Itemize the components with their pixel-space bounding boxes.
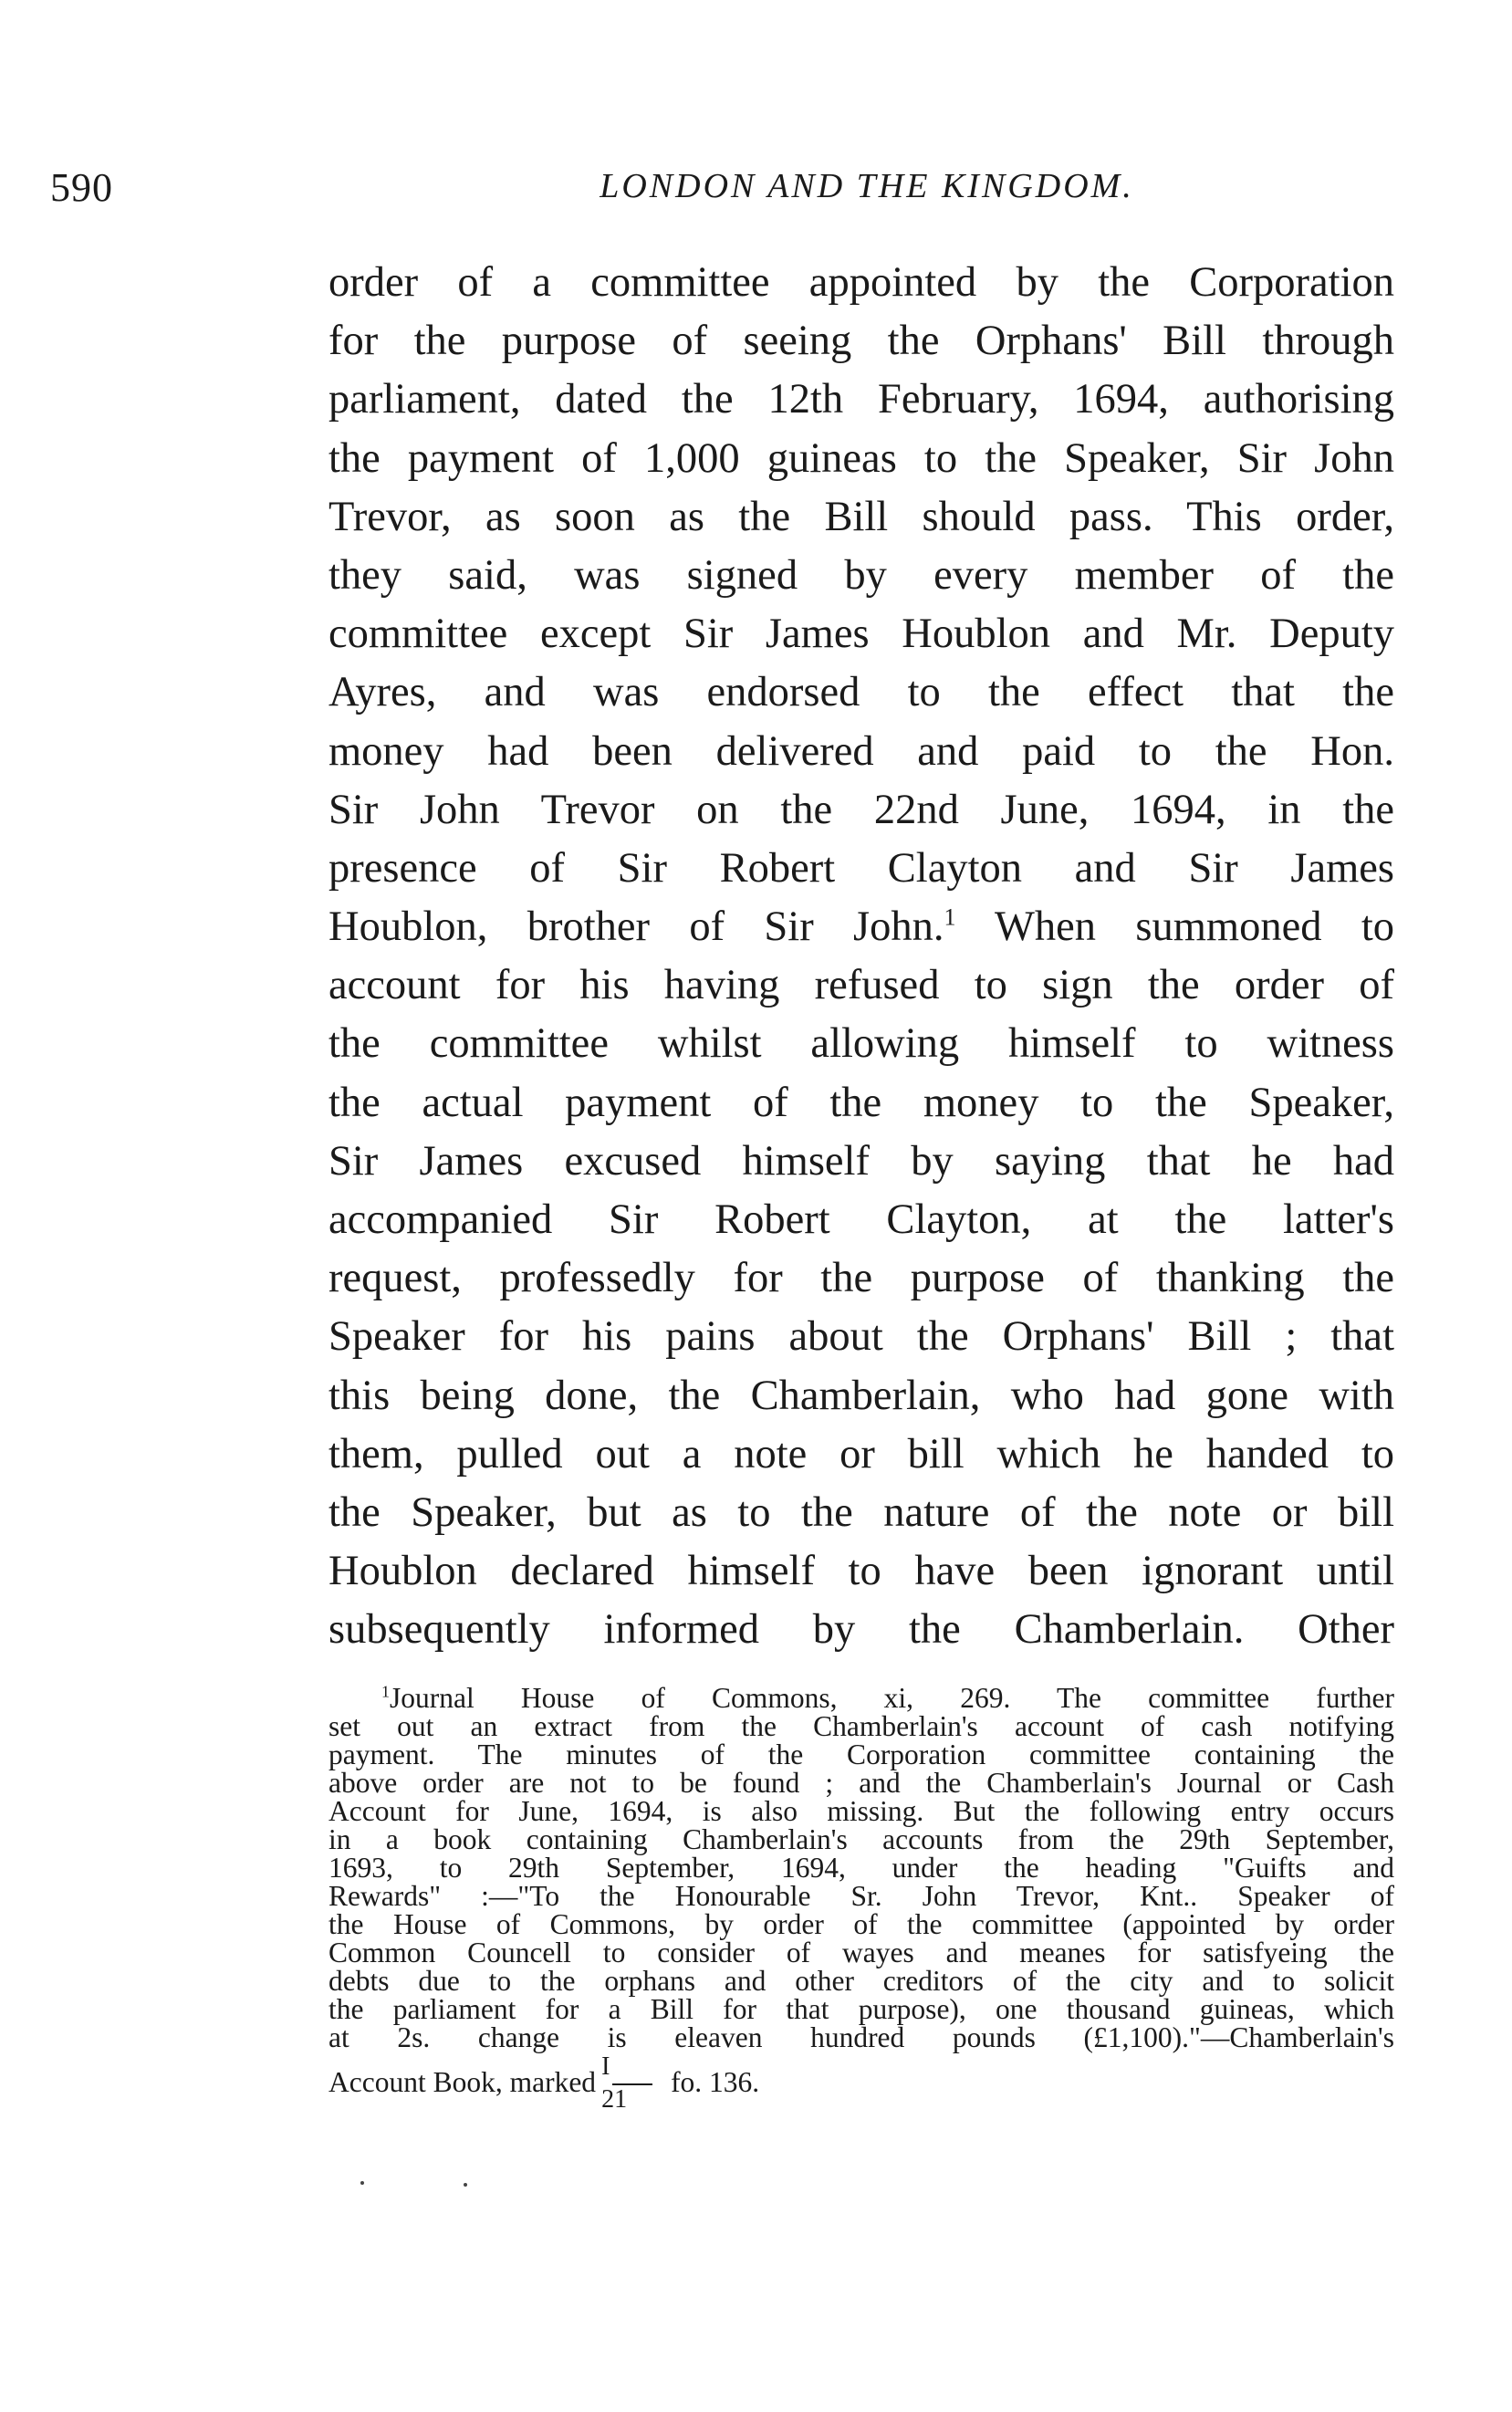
body-line: for the purpose of seeing the Orphans' Bill through (328, 318, 1394, 365)
footnote-line: above order are not to be found ; and the Chamberlain's Journal or Cash (328, 1767, 1394, 1799)
footnote-line: in a book containing Chamberlain's accounts from the 29th September, (328, 1823, 1394, 1855)
footnote-final-line (328, 2052, 1394, 2114)
page-number: 590 (50, 165, 113, 210)
footnote-final-prefix: Account Book, marked (328, 2066, 597, 2098)
body-line: committee except Sir James Houblon and Mr. Deputy (328, 611, 1394, 658)
body-line: money had been delivered and paid to the Hon. (328, 727, 1394, 775)
body-line: request, professedly for the purpose of thanking the (328, 1255, 1394, 1302)
body-line: this being done, the Chamberlain, who had gone with (328, 1372, 1394, 1419)
body-line: they said, was signed by every member of the (328, 551, 1394, 599)
footnote-line: payment. The minutes of the Corporation committee containing the (328, 1739, 1394, 1770)
body-line: Sir John Trevor on the 22nd June, 1694, in the (328, 786, 1394, 833)
footnote-marker: 1 (381, 1682, 390, 1701)
footnote-final-suffix: fo. 136. (671, 2066, 760, 2098)
body-line: the actual payment of the money to the Speaker, (328, 1079, 1394, 1126)
footnote-line: the House of Commons, by order of the committee (appointed by order (328, 1908, 1394, 1940)
footnote-line: at 2s. change is eleaven hundred pounds (£1,100)."—Chamberlain's (328, 2021, 1394, 2053)
footnote-line: Rewards" :—"To the Honourable Sr. John Trevor, Knt.. Speaker of (328, 1880, 1394, 1912)
body-line: accompanied Sir Robert Clayton, at the latter's (328, 1196, 1394, 1243)
fraction-denominator: 21 (601, 2084, 628, 2114)
body-text (328, 254, 1394, 1660)
footnote-line (328, 1684, 1394, 1712)
body-line: subsequently informed by the Chamberlain. Other (328, 1606, 1394, 1654)
body-line: the committee whilst allowing himself to witness (328, 1020, 1394, 1068)
body-line-text: Houblon, brother of Sir John. (328, 903, 944, 951)
body-line-with-footnote (328, 898, 1394, 956)
body-line: Trevor, as soon as the Bill should pass. This order, (328, 493, 1394, 540)
print-speck (464, 2183, 467, 2187)
footnote-line-text: Journal House of Commons, xi, 269. The committee further (390, 1682, 1394, 1714)
footnote-line: set out an extract from the Chamberlain's account of cash notifying (328, 1710, 1394, 1742)
footnote-line: debts due to the orphans and other creditors of the city and to solicit (328, 1965, 1394, 1997)
footnote-line: Account for June, 1694, is also missing. But the following entry occurs (328, 1795, 1394, 1827)
body-line: parliament, dated the 12th February, 1694, authorising (328, 376, 1394, 423)
footnote-reference: 1 (944, 903, 956, 931)
body-line: account for his having refused to sign the order of (328, 962, 1394, 1009)
footnote-line: 1693, to 29th September, 1694, under the heading "Guifts and (328, 1852, 1394, 1884)
body-line: them, pulled out a note or bill which he handed to (328, 1430, 1394, 1477)
footnote (328, 1682, 1394, 2114)
body-line-text: When summoned to (995, 903, 1394, 951)
body-line: Speaker for his pains about the Orphans' Bill ; that (328, 1313, 1394, 1361)
footnote-line: the parliament for a Bill for that purpose), one thousand guineas, which (328, 1993, 1394, 2025)
running-title: LONDON AND THE KINGDOM. (600, 167, 1134, 205)
fraction-numerator: I (601, 2052, 610, 2081)
footnote-line: Common Councell to consider of wayes and meanes for satisfyeing the (328, 1937, 1394, 1968)
body-line: Houblon declared himself to have been ignorant until (328, 1548, 1394, 1595)
print-speck (360, 2181, 364, 2185)
body-line: the payment of 1,000 guineas to the Speaker, Sir John (328, 434, 1394, 482)
body-line: Ayres, and was endorsed to the effect that the (328, 669, 1394, 716)
body-line: Sir James excused himself by saying that he had (328, 1137, 1394, 1185)
body-line: order of a committee appointed by the Corporation (328, 259, 1394, 306)
fraction-mark (601, 2052, 665, 2114)
body-line: the Speaker, but as to the nature of the note or bill (328, 1488, 1394, 1536)
body-line: presence of Sir Robert Clayton and Sir James (328, 844, 1394, 892)
